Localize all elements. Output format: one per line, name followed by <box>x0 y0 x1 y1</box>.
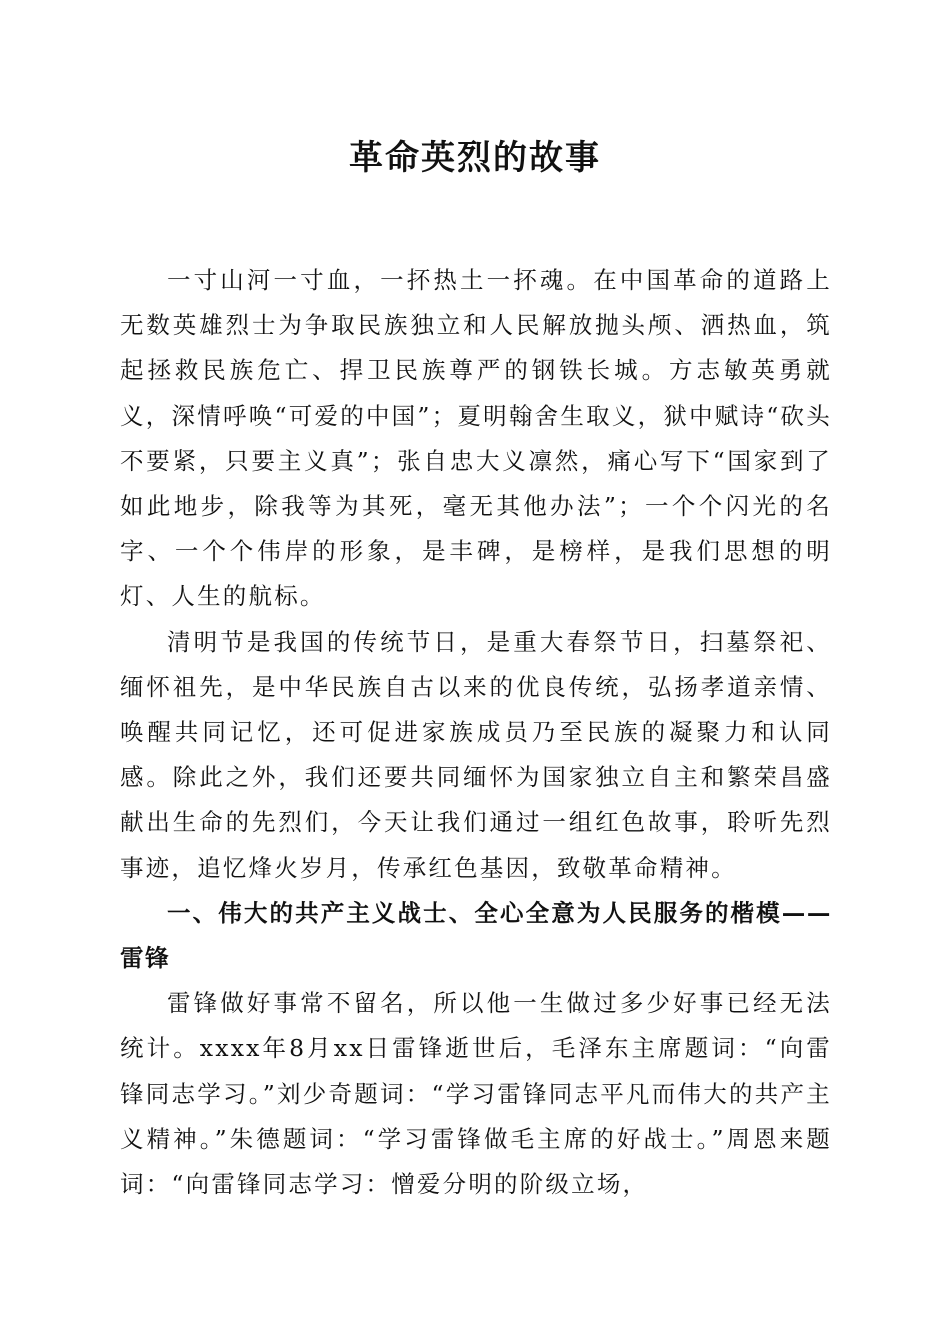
paragraph-qingming: 清明节是我国的传统节日，是重大春祭节日，扫墓祭祀、缅怀祖先，是中华民族自古以来的优良传统，弘扬孝道亲情、唤醒共同记忆，还可促进家族成员乃至民族的凝聚力和认同感。除此之外，我们还要共同缅怀为国家独立自主和繁荣昌盛献出生命的先烈们，今天让我们通过一组红色故事，聆听先烈事迹，追忆烽火岁月，传承红色基因，致敬革命精神。 <box>120 627 832 882</box>
document-body <box>120 258 832 1207</box>
section-heading: 一、伟大的共产主义战士、全心全意为人民服务的楷模——雷锋 <box>120 898 832 973</box>
paragraph-leifeng: 雷锋做好事常不留名，所以他一生做过多少好事已经无法统计。xxxx年8月xx日雷锋逝世后，毛泽东主席题词：“向雷锋同志学习。”刘少奇题词：“学习雷锋同志平凡而伟大的共产主义精神。”朱德题词：“学习雷锋做毛主席的好战士。”周恩来题词：“向雷锋同志学习：憎爱分明的阶级立场， <box>120 989 832 1199</box>
document-title: 革命英烈的故事 <box>349 138 601 178</box>
paragraph-intro: 一寸山河一寸血，一抔热土一抔魂。在中国革命的道路上无数英雄烈士为争取民族独立和人民解放抛头颅、洒热血，筑起拯救民族危亡、捍卫民族尊严的钢铁长城。方志敏英勇就义，深情呼唤“可爱的中国”；夏明翰舍生取义，狱中赋诗“砍头不要紧，只要主义真”；张自忠大义凛然，痛心写下“国家到了如此地步，除我等为其死，毫无其他办法”；一个个闪光的名字、一个个伟岸的形象，是丰碑，是榜样，是我们思想的明灯、人生的航标。 <box>120 266 832 611</box>
